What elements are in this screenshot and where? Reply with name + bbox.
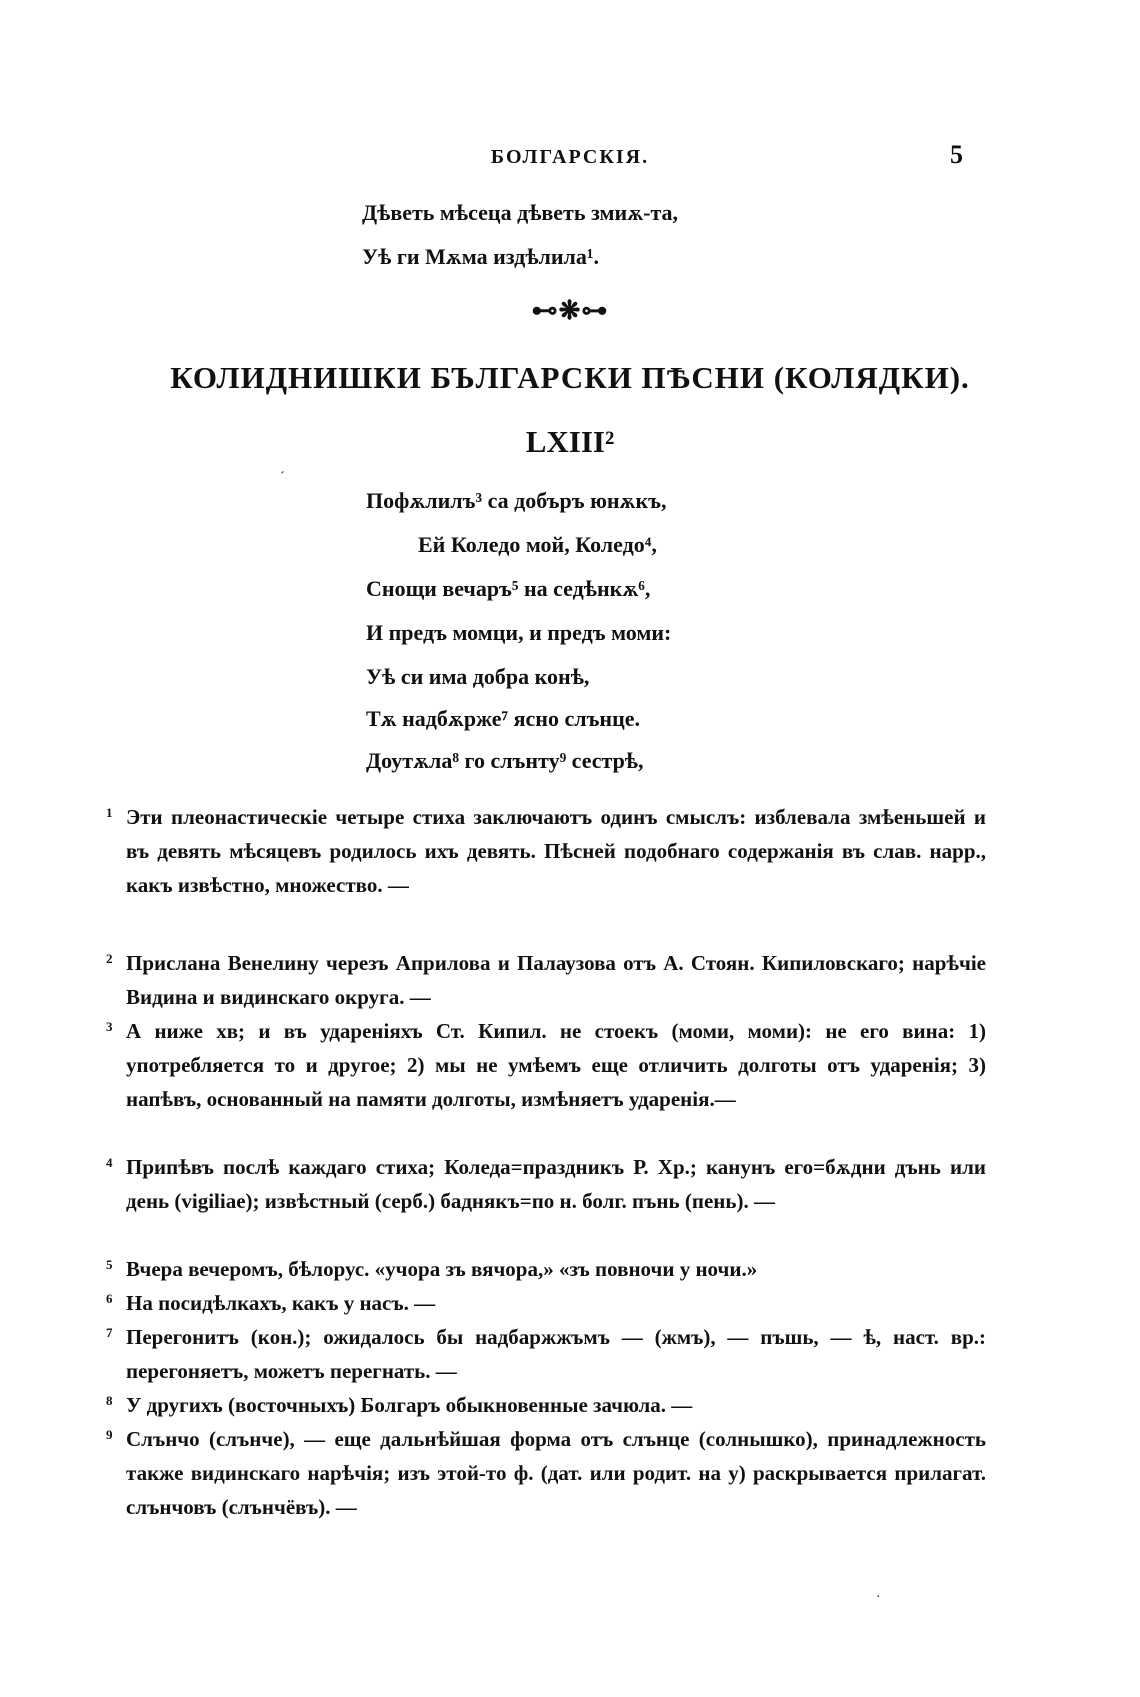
song-line: Тѫ надбѫрже⁷ ясно слънце.	[366, 706, 641, 731]
song-line: И предъ момци, и предъ моми:	[366, 620, 672, 645]
footnote-3	[106, 1014, 986, 1116]
footnote-text: Прислана Венелину черезъ Априлова и Палаузова отъ А. Стоян. Кипиловскаго; нарѣчіе Видина и видинскаго округа. —	[126, 951, 986, 1009]
footnote-1	[106, 800, 986, 902]
print-speck: ·	[876, 1590, 881, 1605]
footnote-text: Слънчо (слънче), — еще дальнѣйшая форма отъ слънце (солнышко), принадлежность также видинскаго нарѣчія; изъ этой-то ф. (дат. или родит. на у) раскрывается прилагат. слънчовъ (слънчёвъ). —	[126, 1427, 986, 1519]
song-line-refrain: Ей Коледо мой, Коледо⁴,	[418, 532, 657, 557]
section-title: КОЛИДНИШКИ БЪЛГАРСКИ ПѢСНИ (КОЛЯДКИ).	[170, 360, 970, 395]
footnote-5	[106, 1252, 986, 1286]
song-line: Пофѫлилъ³ са добъръ юнѫкъ,	[366, 488, 667, 513]
footnote-number: 7	[106, 1325, 113, 1340]
song-line: Доутѫла⁸ го слънту⁹ сестрѣ,	[366, 748, 644, 773]
song-line: Уѣ си има добра конѣ,	[366, 664, 590, 689]
footnote-text: Перегонитъ (кон.); ожидалось бы надбаржжъмъ — (жмъ), — пъшь, — ѣ, наст. вр.: перегоняетъ, можетъ перегнать. —	[126, 1325, 986, 1383]
footnote-6	[106, 1286, 986, 1320]
footnote-number: 6	[106, 1291, 113, 1306]
footnote-number: 2	[106, 951, 113, 966]
footnote-7	[106, 1320, 986, 1388]
footnote-number: 4	[106, 1155, 113, 1170]
song-line: Снощи вечаръ⁵ на седѣнкѫ⁶,	[366, 576, 651, 601]
footnote-text: Вчера вечеромъ, бѣлорус. «учора зъ вячора,» «зъ повночи у ночи.»	[126, 1257, 758, 1281]
footnote-number: 3	[106, 1019, 113, 1034]
footnote-8	[106, 1388, 986, 1422]
footnote-number: 9	[106, 1427, 113, 1442]
running-head: БОЛГАРСКІЯ.	[490, 146, 650, 168]
footnote-number: 5	[106, 1257, 113, 1272]
footnote-number: 8	[106, 1393, 113, 1408]
footnote-text: На посидѣлкахъ, какъ у насъ. —	[126, 1291, 436, 1315]
footnote-text: Эти плеонастическіе четыре стиха заключаютъ одинъ смыслъ: изблевала змѣеньшей и въ девять мѣсяцевъ родилось ихъ девять. Пѣсней подобнаго содержанія въ слав. нарр., какъ извѣстно, множество. —	[126, 805, 986, 897]
footnote-text: Припѣвъ послѣ каждаго стиха; Коледа=праздникъ Р. Хр.; канунъ его=бѫдни дънь или день (vigiliae); извѣстный (серб.) баднякъ=по н. болг. пънь (пень). —	[126, 1155, 986, 1213]
song-number: LXIII²	[525, 424, 615, 459]
footnote-text: У другихъ (восточныхъ) Болгаръ обыкновенные зачюла. —	[126, 1393, 693, 1417]
top-verse-line-2: Уѣ ги Мѫма издѣлила¹.	[362, 244, 599, 269]
ornament-divider: ⊷❋⊶	[531, 296, 609, 325]
top-verse-line-1: Дѣветь мѣсеца дѣветь змиѫ-та,	[362, 200, 679, 225]
print-speck: ˊ	[280, 470, 285, 485]
footnote-2	[106, 946, 986, 1014]
footnote-9	[106, 1422, 986, 1524]
page-number: 5	[950, 140, 963, 169]
footnote-text: А ниже хв; и въ удареніяхъ Ст. Кипил. не стоекъ (моми, моми): не его вина: 1) употребляется то и другое; 2) мы не умѣемъ еще отличить долготы отъ ударенія; 3) напѣвъ, основанный на памяти долготы, измѣняетъ ударенія.—	[126, 1019, 986, 1111]
footnote-number: 1	[106, 805, 113, 820]
footnote-4	[106, 1150, 986, 1218]
